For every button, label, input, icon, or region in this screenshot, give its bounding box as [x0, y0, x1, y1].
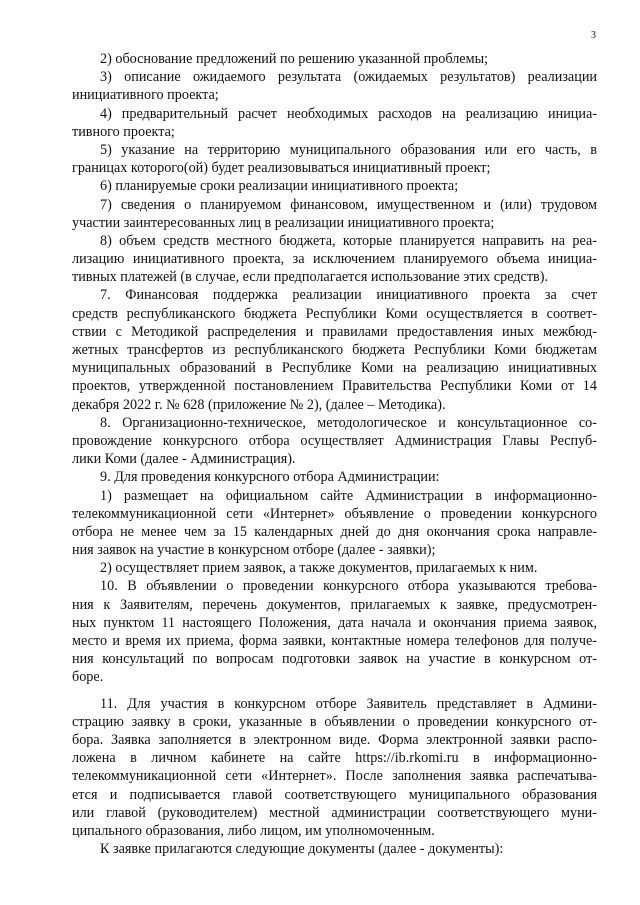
- text-line: 8) объем средств местного бюджета, которые планируется направить на реа-: [100, 232, 597, 249]
- text-line: тивного проекта;: [72, 123, 175, 140]
- text-line: участии заинтересованных лиц в реализации инициативного проекта;: [72, 214, 495, 231]
- text-line: телекоммуникационной сети «Интернет». После заполнения заявка распечатыва-: [72, 768, 597, 785]
- text-line: К заявке прилагаются следующие документы (далее - документы):: [100, 841, 504, 858]
- text-line: телекоммуникационной сети «Интернет» объявление о проведении конкурсного: [72, 505, 597, 522]
- text-line: границах которого(ой) будет реализовываться инициативный проект;: [72, 160, 491, 177]
- paragraph-gap: [72, 687, 597, 695]
- text-line: 9. Для проведения конкурсного отбора Администрации:: [100, 469, 440, 486]
- text-line: ложена в личном кабинете на сайте https://ib.rkomi.ru в информационно-: [72, 750, 597, 767]
- text-line: 2) обоснование предложений по решению указанной проблемы;: [100, 51, 489, 67]
- text-line: 6) планируемые сроки реализации инициативного проекта;: [100, 178, 459, 195]
- document-body: [72, 50, 597, 858]
- text-line: 8. Организационно-техническое, методологическое и консультационное со-: [100, 414, 597, 431]
- text-line: инициативного проекта;: [72, 87, 219, 104]
- text-line: 7. Финансовая поддержка реализации инициативного проекта за счет: [100, 287, 597, 304]
- page-number: 3: [591, 30, 596, 41]
- text-line: 2) осуществляет прием заявок, а также документов, прилагаемых к ним.: [100, 560, 538, 577]
- text-line: отбора не менее чем за 15 календарных дней до дня окончания срока направле-: [72, 523, 597, 540]
- text-line: ния к Заявителям, перечень документов, прилагаемых к заявке, предусмотрен-: [72, 596, 597, 613]
- text-line: 10. В объявлении о проведении конкурсного отбора указываются требова-: [100, 578, 597, 595]
- text-line: 5) указание на территорию муниципального образования или его часть, в: [100, 141, 597, 158]
- text-line: 1) размещает на официальном сайте Администрации в информационно-: [100, 487, 597, 504]
- text-line: бора. Заявка заполняется в электронном виде. Форма электронной заявки распо-: [72, 731, 597, 748]
- text-line: ципального образования, либо лицом, им уполномоченным.: [72, 822, 435, 839]
- text-line: муниципальных образований в Республике Коми на реализацию инициативных: [72, 360, 597, 377]
- text-line: боре.: [72, 669, 104, 686]
- text-line: или главой (руководителем) местной администрации соответствующего муни-: [72, 804, 597, 821]
- text-line: 7) сведения о планируемом финансовом, имущественном и (или) трудовом: [100, 196, 597, 213]
- text-line: 3) описание ожидаемого результата (ожидаемых результатов) реализации: [100, 69, 597, 86]
- text-line: страцию заявку в сроки, указанные в объявлении о проведении конкурсного от-: [72, 713, 597, 730]
- text-line: ствии с Методикой распределения и правилами предоставления иных межбюд-: [72, 323, 597, 340]
- text-line: ется и подписывается главой соответствующего муниципального образования: [72, 786, 597, 803]
- text-line: проектов, утвержденной постановлением Правительства Республики Коми от 14: [72, 378, 597, 395]
- text-line: лики Коми (далее - Администрация).: [72, 451, 296, 468]
- text-line: лизацию инициативного проекта, за исключением планируемого объема инициа-: [72, 251, 597, 268]
- text-line: провождение конкурсного отбора осуществляет Администрация Главы Респуб-: [72, 432, 597, 449]
- text-line: место и время их приема, форма заявки, контактные номера телефонов для получе-: [72, 633, 597, 649]
- text-line: 4) предварительный расчет необходимых расходов на реализацию инициа-: [100, 105, 597, 122]
- text-line: тивных платежей (в случае, если предполагается использование этих средств).: [72, 269, 548, 286]
- text-line: средств республиканского бюджета Республики Коми осуществляется в соответ-: [72, 305, 597, 322]
- text-line: жетных трансфертов из республиканского бюджета Республики Коми бюджетам: [72, 342, 597, 358]
- text-line: ния консультаций по вопросам подготовки заявок на участие в конкурсном от-: [72, 651, 597, 668]
- text-line: ных пунктом 11 настоящего Положения, дата начала и окончания приема заявок,: [72, 614, 597, 631]
- text-line: декабря 2022 г. № 628 (приложение № 2), (далее – Методика).: [72, 396, 446, 413]
- text-line: 11. Для участия в конкурсном отборе Заявитель представляет в Админи-: [100, 695, 597, 712]
- text-line: ния заявок на участие в конкурсном отборе (далее - заявки);: [72, 542, 436, 559]
